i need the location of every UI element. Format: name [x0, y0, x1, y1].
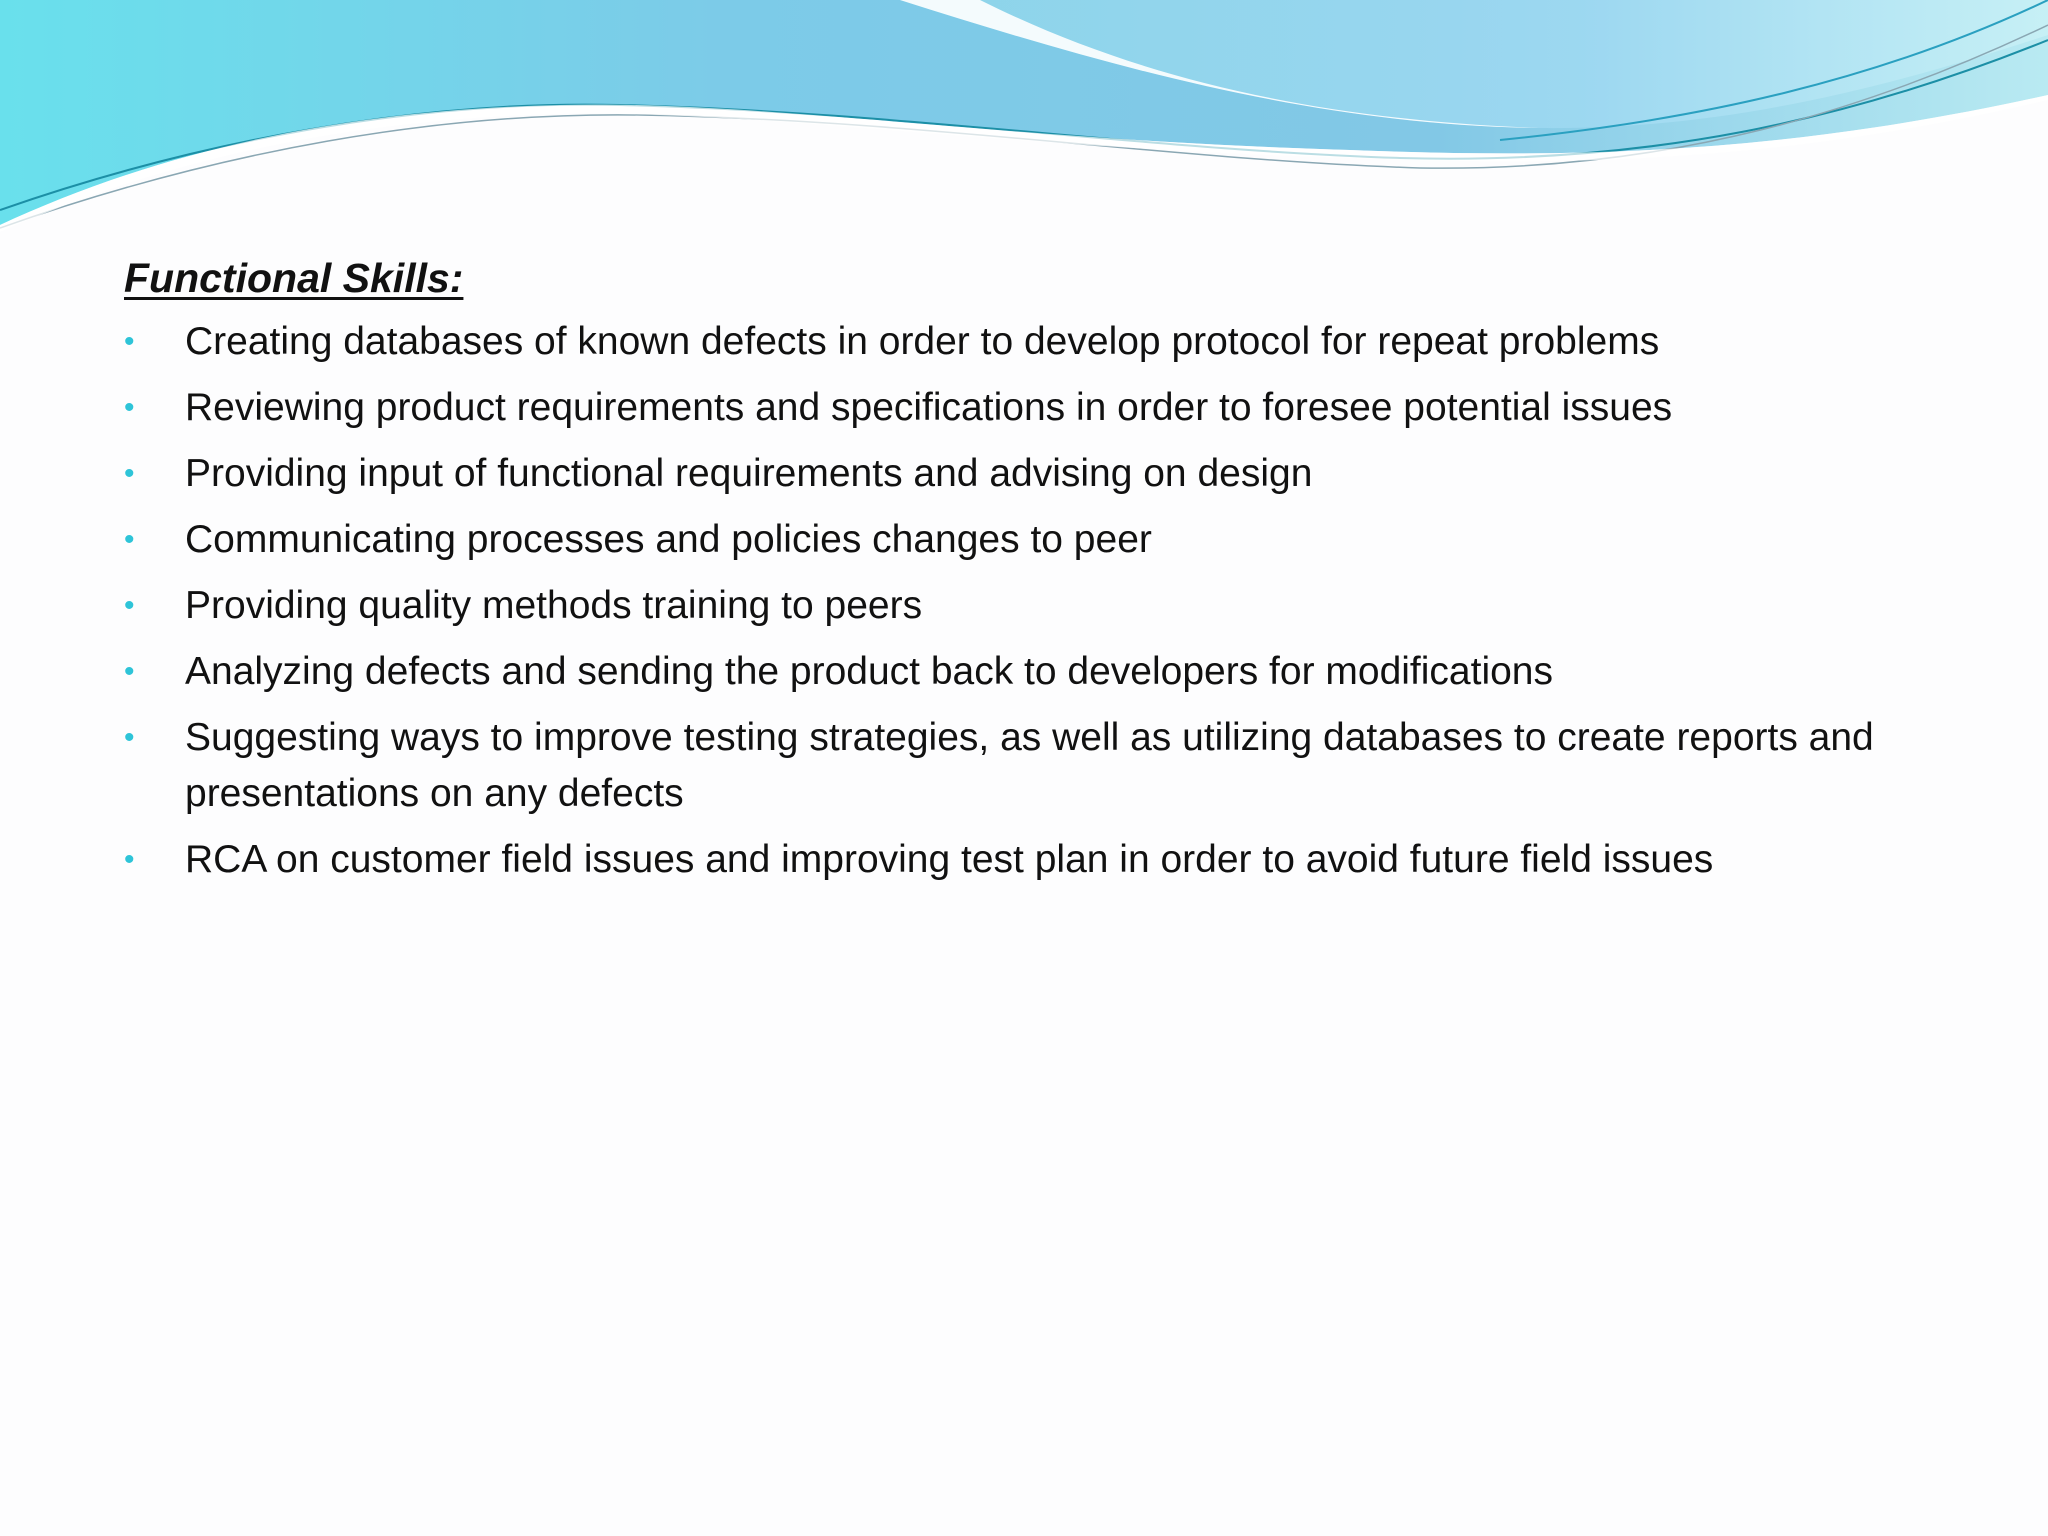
- list-item: [124, 380, 1944, 436]
- list-item-text: Reviewing product requirements and specifications in order to foresee potential issues: [185, 386, 1673, 429]
- bullet-icon: •: [124, 589, 135, 622]
- list-item-text: Providing quality methods training to peers: [185, 584, 923, 627]
- slide-content: [124, 248, 1944, 898]
- list-item: [124, 832, 1944, 888]
- list-item: [124, 710, 1944, 822]
- list-item-text: Communicating processes and policies changes to peer: [185, 518, 1152, 561]
- list-item-text: Providing input of functional requirements and advising on design: [185, 452, 1313, 495]
- list-item: [124, 578, 1944, 634]
- bullet-icon: •: [124, 843, 135, 876]
- list-item-text: Creating databases of known defects in order to develop protocol for repeat problems: [185, 320, 1660, 363]
- skills-list: [124, 314, 1944, 888]
- bullet-icon: •: [124, 391, 135, 424]
- list-item: [124, 644, 1944, 700]
- bullet-icon: •: [124, 457, 135, 490]
- section-heading: Functional Skills:: [124, 255, 464, 301]
- list-item-text: Analyzing defects and sending the product back to developers for modifications: [185, 650, 1553, 693]
- bullet-icon: •: [124, 523, 135, 556]
- list-item: [124, 314, 1944, 370]
- decorative-wave-header: [0, 0, 2048, 260]
- bullet-icon: •: [124, 655, 135, 688]
- list-item-text: RCA on customer field issues and improving test plan in order to avoid future field issues: [185, 838, 1714, 881]
- bullet-icon: •: [124, 721, 135, 754]
- bullet-icon: •: [124, 325, 135, 358]
- list-item: [124, 446, 1944, 502]
- list-item: [124, 512, 1944, 568]
- list-item-text: Suggesting ways to improve testing strategies, as well as utilizing databases to create reports and presentations on any defects: [185, 716, 1874, 815]
